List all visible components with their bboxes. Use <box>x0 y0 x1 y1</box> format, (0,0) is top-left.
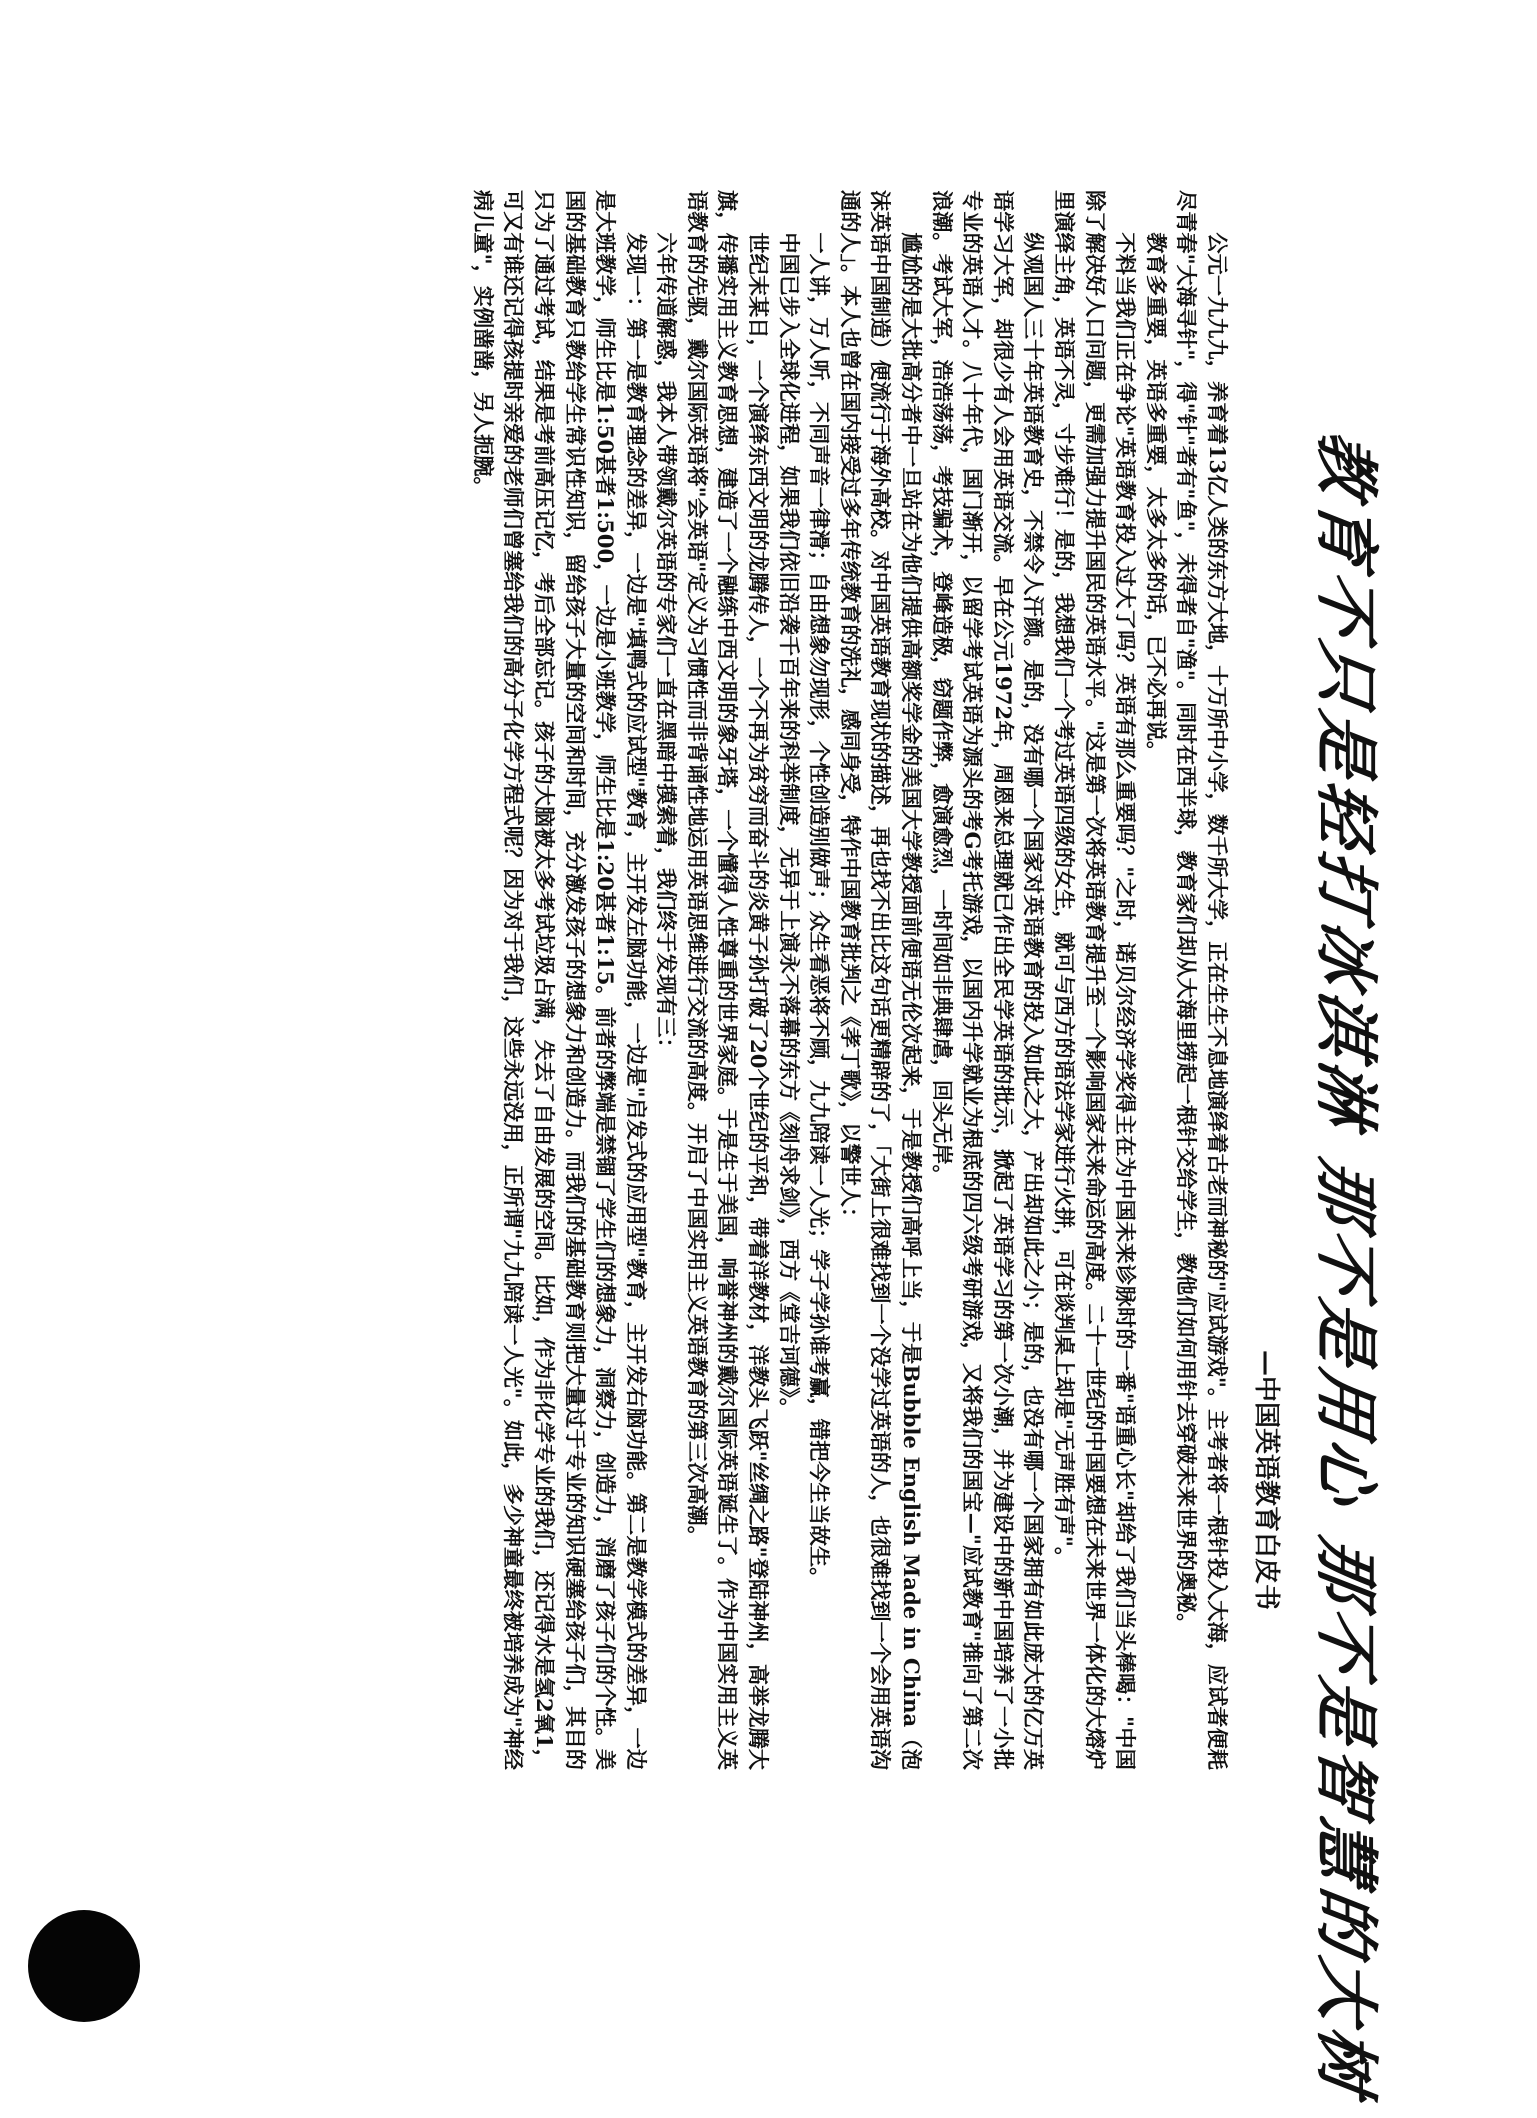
paragraph: 教育多重要，英语多重要，太多太多的话，已不必再说。 <box>1143 232 1169 763</box>
paragraph: 尴尬的是大批高分者中一旦站在为他们提供高额奖学金的美国大学教授面前便语无伦次起来，于是教授们高呼上当，于是Bubble English Made in China（泡沫英语中国制造）便流行于海外高校。对中国英语教育现状的描述，再也找不出比这句话更精辟的了，「大街上很难找到一个没学过英语的人，也很难找到一个会用英语沟通的人」。本人也曾在国内接受过多年传统教育的洗礼，感同身受，特作中国教育批判之《孝丁歌》，以警世人： <box>837 190 925 1770</box>
ink-blot <box>28 1910 140 2022</box>
paragraph: 发现一：第一是教育理念的差异，一边是"填鸭式的应试型"教育，主开发左脑功能，一边是"启发式的应用型"教育，主开发右脑功能。第二是教学模式的差异，一边是大班教学，师生比是1:50甚者1:500，一边是小班教学，师生比是1:20甚者1:15。前者的弊端是禁锢了学生们的想象力，洞察力，创造力，消磨了孩子们的个性。美国的基础教育只教给学生常识性知识，留给孩子大量的空间和时间，充分激发孩子的想象力和创造力。而我们的基础教育则把大量过于专业的知识硬塞给孩子们，其目的只为了通过考试，结果是考前高压记忆，考后全部忘记。孩子的大脑被太多考试垃圾占满，失去了自由发展的空间。比如，作为非化学专业的我们，还记得水是氢2氧1，可又有谁还记得孩提时亲爱的老师们曾塞给我们的高分子化学方程式呢？因为对于我们，这些永远没用，正所谓"九九陪读一人光"。如此，多少神童最终被培养成为"神经病儿童"，实例凿凿，另人扼腕。 <box>470 190 649 1770</box>
paragraph: 一人讲，万人听，不同声音一律滑；自由想象勿现形，个性创造别做声；众生看恶将不顾，九九陪读一人光；学子学孙谁考赢，错把今生当故生。 <box>807 232 833 1589</box>
paragraph: 六年传道解惑，我本人带领戴尔英语的专家们一直在黑暗中摸索着，我们终于发现有三： <box>654 232 680 1059</box>
paragraph: 公元一九九九，养育着13亿人类的东方大地，十万所中小学，数千所大学，正在生生不息地演绎着古老而神秘的"应试游戏"。主考者将一根针投入大海，应试者便耗尽青春"大海寻针"，得"针"者有"鱼"，未得者自"渔"。同时在西半球，教育家们却从大海里捞起一根针交给学生，教他们如何用针去穿破未来世界的奥秘。 <box>1174 190 1230 1770</box>
subtitle: —中国英语教育白皮书 <box>1251 1350 1281 1611</box>
document-body <box>0 40 1537 2103</box>
paragraph: 纵观国人三十年英语教育史，不禁令人汗颜。是的，没有哪一个国家对英语教育的投入如此之大，产出却如此之小；是的，也没有哪一个国家拥有如此庞大的亿万英语学习大军，却很少有人会用英语交流。早在公元1972年，周恩来总理就已作出全民学英语的批示，掀起了英语学习的第一次小潮，并为建设中的新中国培养了一小批专业的英语人才。八十年代，国门渐开，以留学考试英语为源头的考G考托游戏，以国内升学就业为根底的四六级考研游戏，又将我们的国宝—"应试教育"推向了第二次浪潮。考试大军，浩浩荡荡，考技骗术，登峰造极，窃题作弊，愈演愈烈，一时间如非典肆虐，回头无岸。 <box>929 190 1047 1770</box>
paragraph: 中国已步入全球化进程，如果我们依旧沿袭千百年来的科举制度，无异于上演永不落幕的东方《刻舟求剑》，西方《堂吉诃德》。 <box>776 232 802 1419</box>
handwritten-title: 教育不只是轻打冰淇淋 那不是用心 那不是智慧的大树 <box>1308 425 1382 2103</box>
paragraph: 不料当我们正在争论"英语教育投入过大了吗？英语有那么重要吗？"之时，诺贝尔经济学奖得主在为中国未来诊脉时的一番"语重心长"却给了我们当头棒喝："中国除了解决好人口问题，更需加强力提升国民的英语水平。"这是第一次将英语教育提升至一个影响国家未来命运的高度。二十一世纪的中国要想在未来世界一体化的大熔炉里演绎主角，英语不灵，寸步难行！是的，我想我们一个考过英语四级的女生，就可与西方的语法学家进行火拼，可在谈判桌上却是"无声胜有声"。 <box>1052 190 1139 1770</box>
paragraph: 世纪末某日，一个演绎东西文明的龙腾传人，一个不再为贫穷而奋斗的炎黄子孙打破了20个世纪的平和，带着洋教材，洋教头飞跃"丝绸之路"登陆神州，高举龙腾大旗，传播实用主义教育思想，建造了一个融练中西文明的象牙塔，一个懂得人性尊重的世界家庭。于是生于美国，响誉神州的戴尔国际英语诞生了。作为中国实用主义英语教育的先驱，戴尔国际英语将"会英语"定义为习惯性而非背诵性地运用英语思维进行交流的高度。开启了中国实用主义英语教育的第三次高潮。 <box>684 190 772 1770</box>
article-text <box>467 190 1232 1770</box>
